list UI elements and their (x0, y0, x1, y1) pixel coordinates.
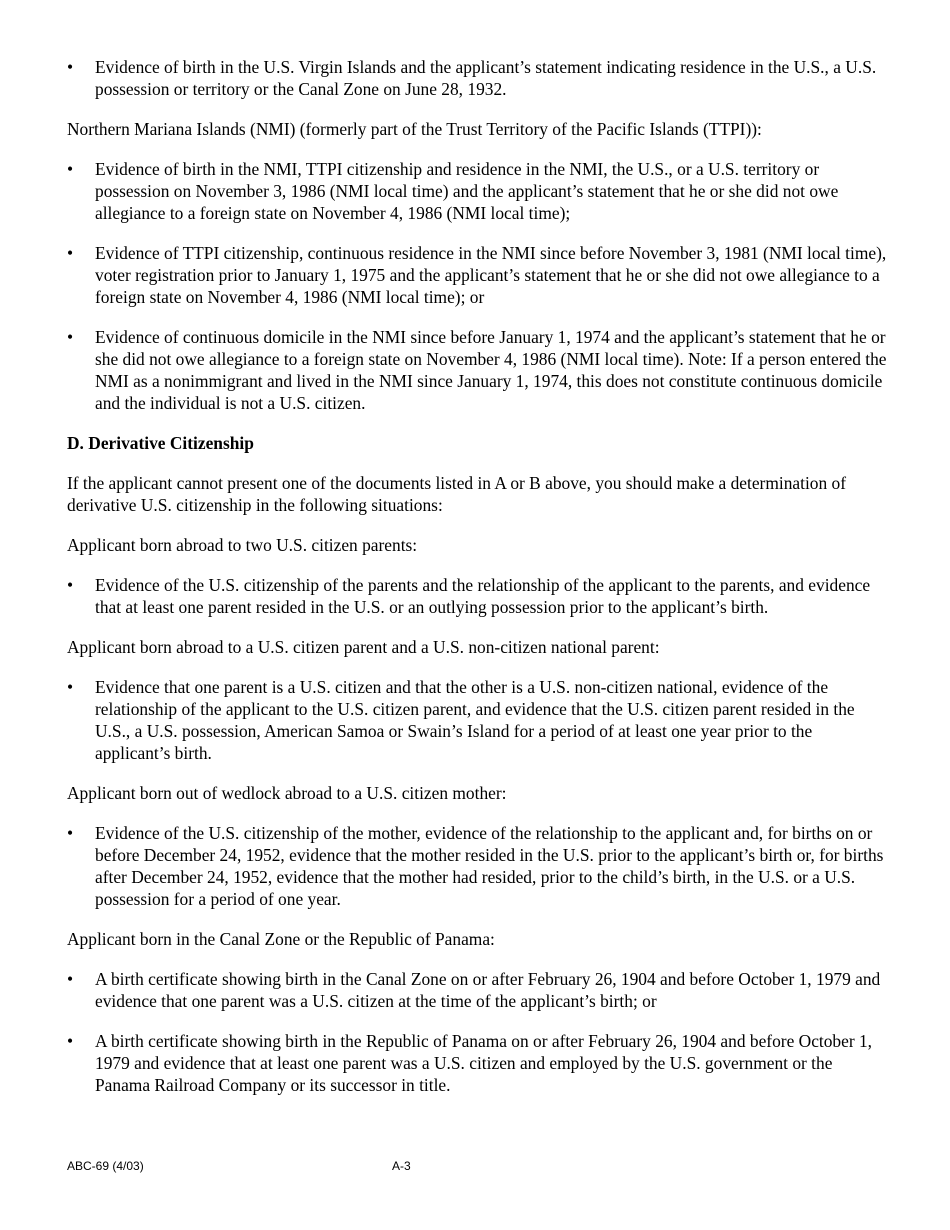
subheading-wedlock: Applicant born out of wedlock abroad to a U.S. citizen mother: (67, 783, 507, 803)
bullet-two-parents (67, 574, 887, 618)
bullet-wedlock (67, 822, 887, 910)
bullet-dot: • (67, 327, 74, 347)
bullet-dot: • (67, 575, 74, 595)
bullet-text: A birth certificate showing birth in the Republic of Panama on or after February 26, 1904 and before October 1, 1979 and evidence that at least one parent was a U.S. citizen and employed by the U.S. government or the Panama Railroad Company or its successor in title. (95, 1031, 873, 1095)
bullet-panama (67, 1030, 887, 1096)
bullet-text: Evidence of continuous domicile in the NMI since before January 1, 1974 and the applicant’s statement that he or she did not owe allegiance to a foreign state on November 4, 1986 (NMI local time). Note: If a person entered the NMI as a nonimmigrant and lived in the NMI since January 1, 1974, this does not constitute continuous domicile and the individual is not a U.S. citizen. (95, 327, 887, 413)
footer-form-number: ABC-69 (4/03) (67, 1159, 144, 1173)
bullet-citizen-national (67, 676, 887, 764)
section-heading-d: D. Derivative Citizenship (67, 433, 254, 453)
document-body (67, 56, 887, 1096)
bullet-canal-zone (67, 968, 887, 1012)
bullet-dot: • (67, 57, 74, 77)
bullet-text: Evidence of birth in the U.S. Virgin Islands and the applicant’s statement indicating residence in the U.S., a U.S. possession or territory or the Canal Zone on June 28, 1932. (95, 57, 877, 99)
bullet-dot: • (67, 823, 74, 843)
footer-page-number: A-3 (392, 1159, 411, 1173)
bullet-dot: • (67, 159, 74, 179)
bullet-dot: • (67, 243, 74, 263)
bullet-virgin-islands (67, 56, 887, 100)
bullet-text: Evidence that one parent is a U.S. citizen and that the other is a U.S. non-citizen national, evidence of the relationship of the applicant to the U.S. citizen parent, and evidence that the U.S. citizen parent resided in the U.S., a U.S. possession, American Samoa or Swain’s Island for a period of at least one year prior to the applicant’s birth. (95, 677, 855, 763)
nmi-intro: Northern Mariana Islands (NMI) (formerly part of the Trust Territory of the Pacific Islands (TTPI)): (67, 119, 762, 139)
bullet-text: A birth certificate showing birth in the Canal Zone on or after February 26, 1904 and before October 1, 1979 and evidence that one parent was a U.S. citizen at the time of the applicant’s birth; or (95, 969, 881, 1011)
bullet-text: Evidence of TTPI citizenship, continuous residence in the NMI since before November 3, 1981 (NMI local time), voter registration prior to January 1, 1975 and the applicant’s statement that he or she did not owe allegiance to a foreign state on November 4, 1986 (NMI local time); or (95, 243, 887, 307)
derivative-intro: If the applicant cannot present one of the documents listed in A or B above, you should make a determination of derivative U.S. citizenship in the following situations: (67, 473, 846, 515)
bullet-dot: • (67, 677, 74, 697)
bullet-dot: • (67, 1031, 74, 1051)
bullet-text: Evidence of the U.S. citizenship of the mother, evidence of the relationship to the applicant and, for births on or before December 24, 1952, evidence that the mother resided in the U.S. prior to the applicant’s birth or, for births after December 24, 1952, evidence that the mother had resided, prior to the child’s birth, in the U.S. or a U.S. possession for a period of one year. (95, 823, 884, 909)
subheading-two-parents: Applicant born abroad to two U.S. citizen parents: (67, 535, 418, 555)
subheading-canal-zone: Applicant born in the Canal Zone or the Republic of Panama: (67, 929, 495, 949)
bullet-nmi-birth (67, 158, 887, 224)
bullet-text: Evidence of birth in the NMI, TTPI citizenship and residence in the NMI, the U.S., or a U.S. territory or possession on November 3, 1986 (NMI local time) and the applicant’s statement that he or she did not owe allegiance to a foreign state on November 4, 1986 (NMI local time); (95, 159, 839, 223)
bullet-ttpi-citizenship (67, 242, 887, 308)
subheading-citizen-national: Applicant born abroad to a U.S. citizen parent and a U.S. non-citizen national parent: (67, 637, 660, 657)
bullet-text: Evidence of the U.S. citizenship of the parents and the relationship of the applicant to the parents, and evidence that at least one parent resided in the U.S. or an outlying possession prior to the applicant’s birth. (95, 575, 871, 617)
bullet-dot: • (67, 969, 74, 989)
bullet-continuous-domicile (67, 326, 887, 414)
